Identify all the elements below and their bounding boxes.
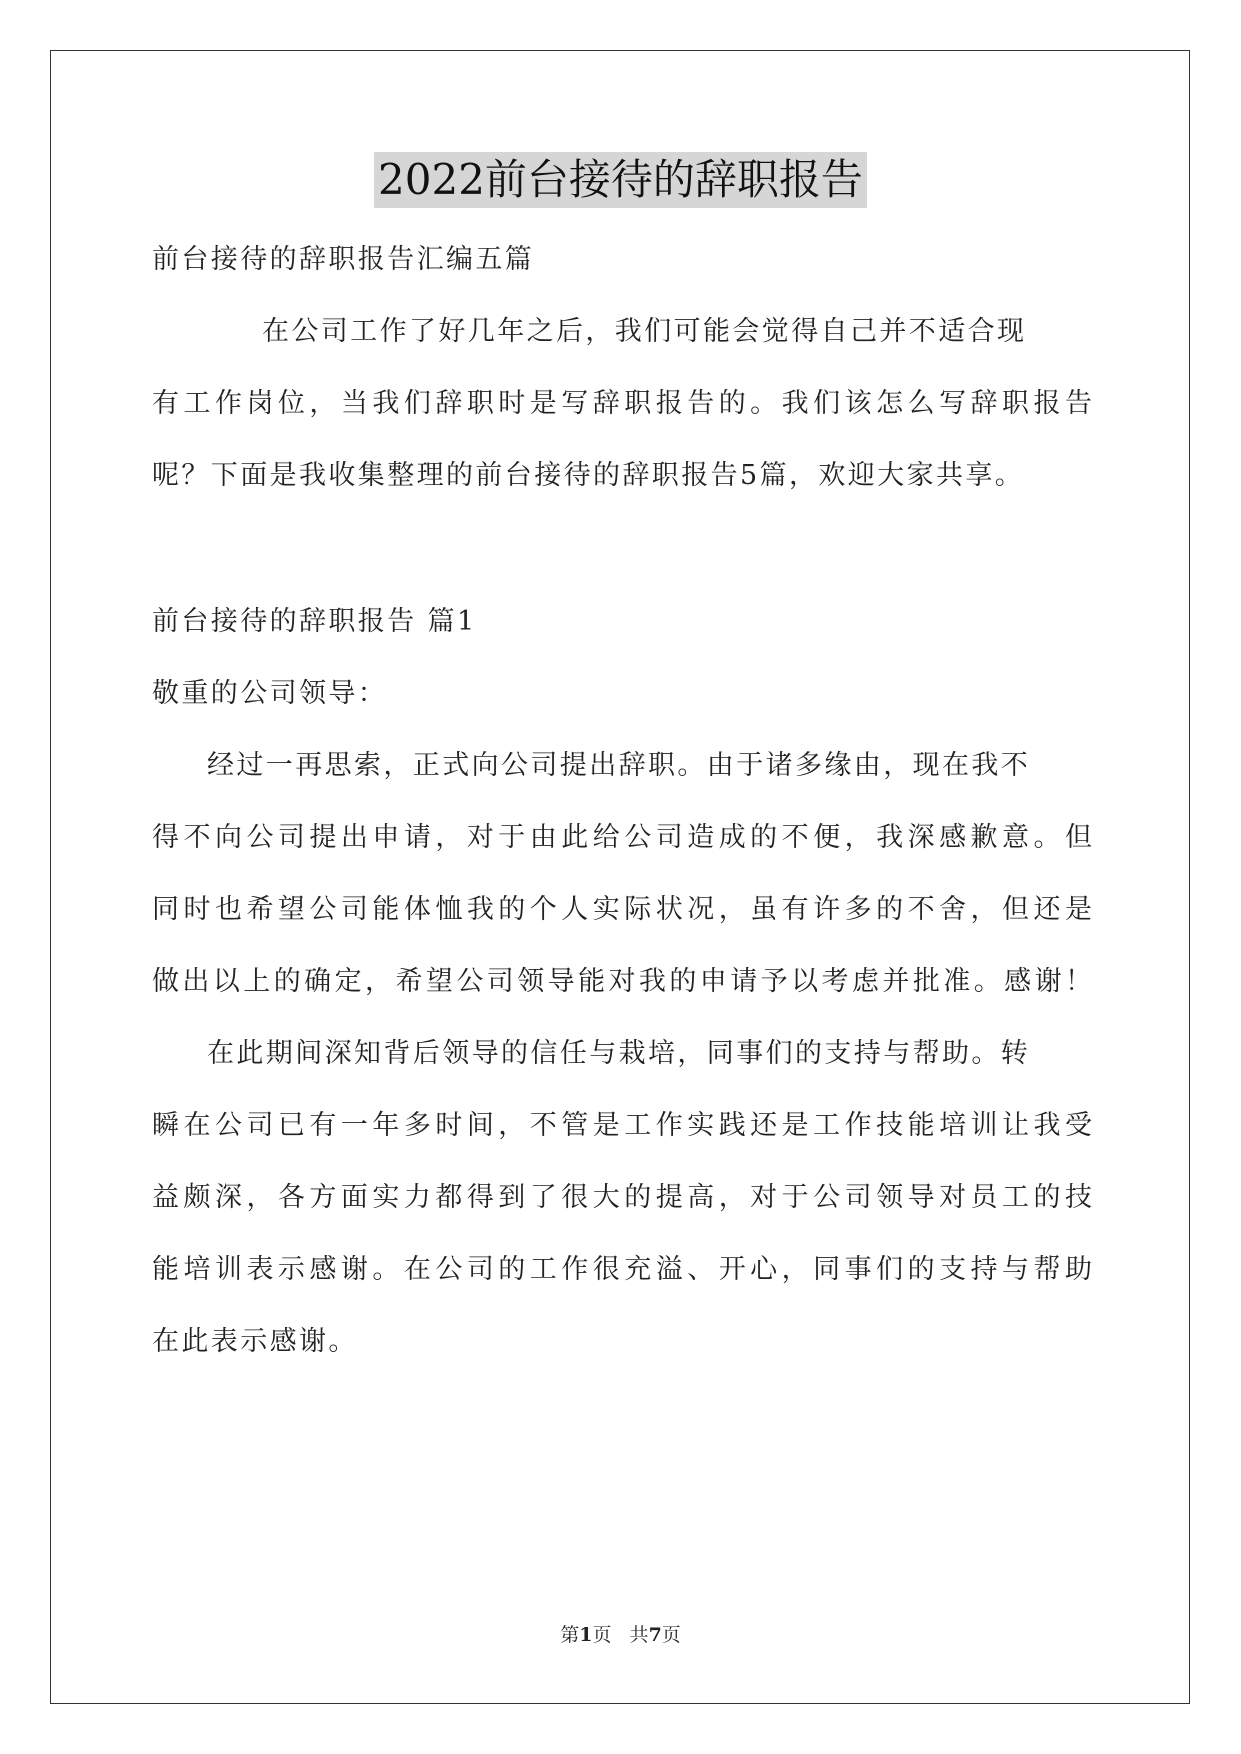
- title-container: [0, 152, 1241, 208]
- paragraph1-line-3: 同时也希望公司能体恤我的个人实际状况，虽有许多的不舍，但还是: [152, 894, 1092, 925]
- paragraph2-line-4: 能培训表示感谢。在公司的工作很充溢、开心，同事们的支持与帮助: [152, 1254, 1092, 1285]
- footer-page-prefix: 第: [560, 1624, 580, 1646]
- paragraph1-line-4: 做出以上的确定，希望公司领导能对我的申请予以考虑并批准。感谢！: [152, 966, 1092, 997]
- page-border: [50, 50, 1190, 1704]
- footer-page-suffix: 页: [661, 1624, 681, 1646]
- salutation: 敬重的公司领导：: [152, 678, 388, 709]
- section-heading: 前台接待的辞职报告 篇1: [152, 606, 477, 637]
- paragraph1-line-1: 经过一再思索，正式向公司提出辞职。由于诸多缘由，现在我不: [207, 750, 1031, 781]
- page-footer: [0, 1623, 1241, 1647]
- intro-line-1: 在公司工作了好几年之后，我们可能会觉得自己并不适合现: [262, 316, 1027, 347]
- footer-page-current: 1: [579, 1624, 593, 1646]
- document-title: 2022前台接待的辞职报告: [374, 152, 867, 208]
- paragraph2-line-5: 在此表示感谢。: [152, 1326, 358, 1357]
- paragraph2-line-2: 瞬在公司已有一年多时间，不管是工作实践还是工作技能培训让我受: [152, 1110, 1092, 1141]
- paragraph1-line-2: 得不向公司提出申请，对于由此给公司造成的不便，我深感歉意。但: [152, 822, 1092, 853]
- intro-line-2: 有工作岗位，当我们辞职时是写辞职报告的。我们该怎么写辞职报告: [152, 388, 1092, 419]
- intro-line-3: 呢？下面是我收集整理的前台接待的辞职报告5篇，欢迎大家共享。: [152, 460, 1025, 491]
- footer-page-total: 7: [648, 1624, 662, 1646]
- paragraph2-line-3: 益颇深，各方面实力都得到了很大的提高，对于公司领导对员工的技: [152, 1182, 1092, 1213]
- paragraph2-line-1: 在此期间深知背后领导的信任与栽培，同事们的支持与帮助。转: [207, 1038, 1031, 1069]
- footer-page-mid: 页 共: [592, 1624, 649, 1646]
- document-subtitle: 前台接待的辞职报告汇编五篇: [152, 244, 535, 275]
